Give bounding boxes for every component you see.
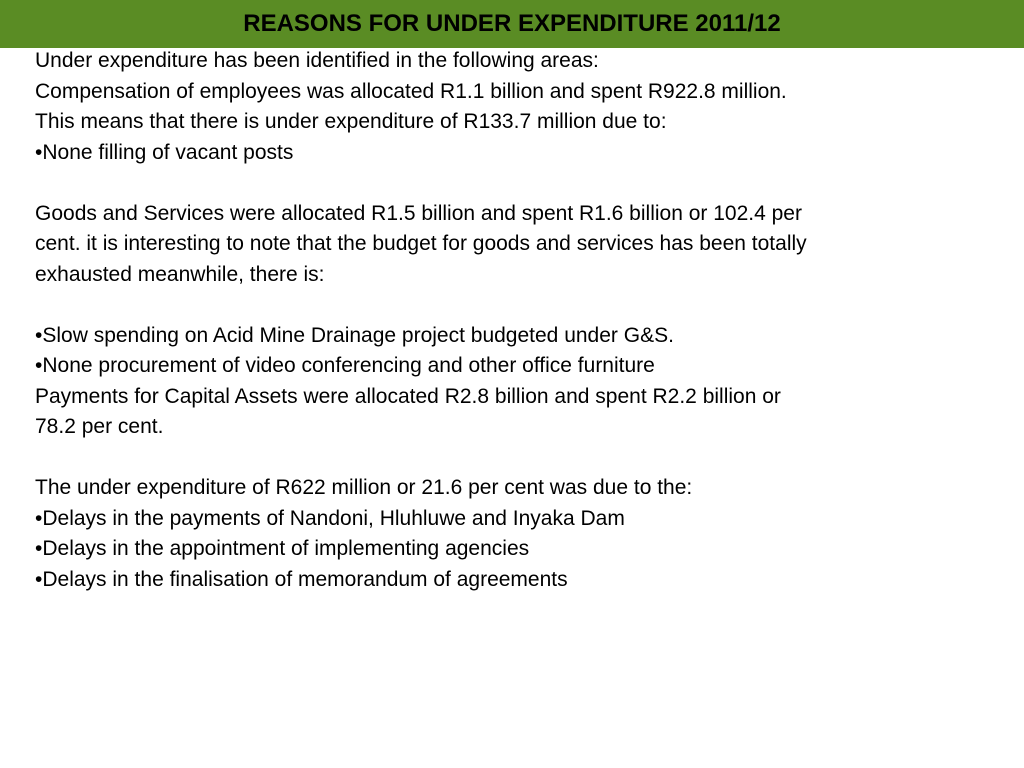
slide-body — [35, 46, 995, 595]
goods-text-line-3: exhausted meanwhile, there is: — [35, 262, 325, 286]
compensation-meaning-text: This means that there is under expenditure of R133.7 million due to: — [35, 110, 667, 133]
slide-title: REASONS FOR UNDER EXPENDITURE 2011/12 — [243, 10, 781, 37]
capital-text-line-1: Payments for Capital Assets were allocated R2.8 billion and spent R2.2 billion or — [35, 384, 781, 408]
goods-text-line-2: cent. it is interesting to note that the budget for goods and services has been totally — [35, 232, 807, 255]
goods-bullet-1: •Slow spending on Acid Mine Drainage project budgeted under G&S. — [35, 323, 674, 347]
under-expenditure-bullet-3: •Delays in the finalisation of memorandum of agreements — [35, 567, 568, 591]
compensation-bullet: •None filling of vacant posts — [35, 140, 294, 164]
spacer — [35, 290, 995, 321]
compensation-text: Compensation of employees was allocated R1.1 billion and spent R922.8 million. — [35, 79, 787, 103]
goods-bullet-2: •None procurement of video conferencing and other office furniture — [35, 354, 655, 377]
goods-text-line-1: Goods and Services were allocated R1.5 billion and spent R1.6 billion or 102.4 per — [35, 201, 802, 225]
spacer — [35, 443, 995, 474]
under-expenditure-bullet-1: •Delays in the payments of Nandoni, Hluhluwe and Inyaka Dam — [35, 506, 625, 530]
under-expenditure-bullet-2: •Delays in the appointment of implementing agencies — [35, 537, 530, 560]
spacer — [35, 168, 995, 199]
title-bar — [0, 0, 1024, 48]
under-expenditure-text: The under expenditure of R622 million or 21.6 per cent was due to the: — [35, 476, 693, 499]
intro-text: Under expenditure has been identified in the following areas: — [35, 49, 599, 72]
capital-text-line-2: 78.2 per cent. — [35, 415, 164, 438]
